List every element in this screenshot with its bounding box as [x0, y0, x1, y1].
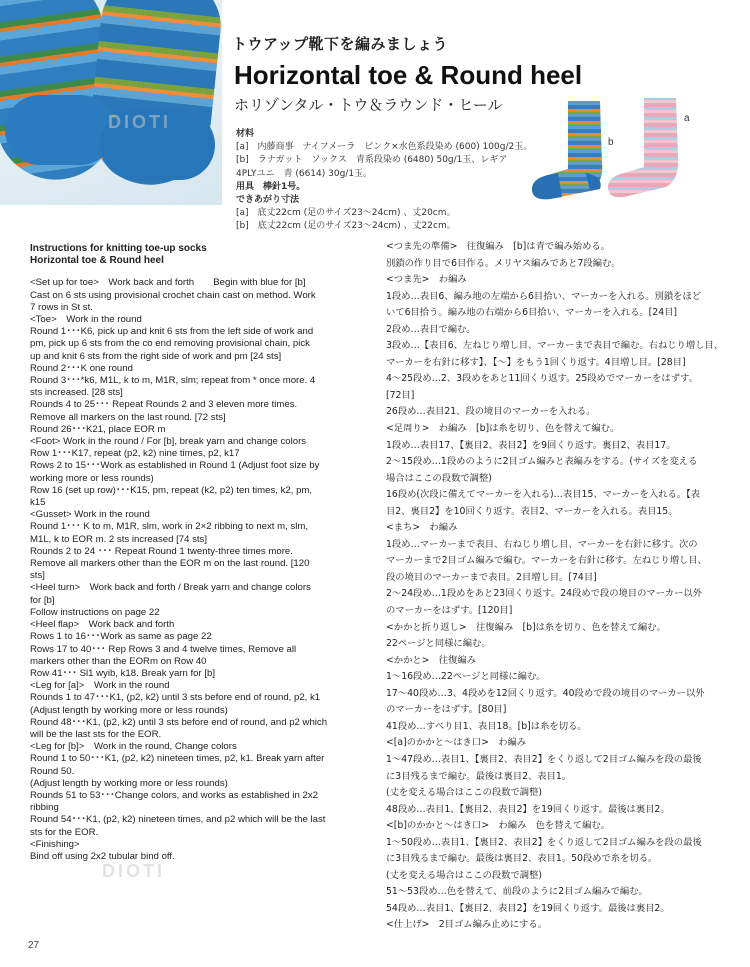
- instruction-line: M1L, k to EOR m. 2 sts increased [74 sts]: [30, 533, 208, 545]
- instruction-line: Rounds 2 to 24 ･･･ Repeat Round 1 twenty-three times more.: [30, 545, 293, 557]
- instruction-line-jp: 1〜47段め…表目1、【裏目2、表目2】をくり返して2目ゴム編みを段の最後: [386, 753, 702, 765]
- instruction-line: Rounds 1 to 47･･･K1, (p2, k2) until 3 sts before end of round, p2, k1: [30, 692, 321, 704]
- materials-heading: 材料: [236, 129, 255, 139]
- instruction-line-jp: [72目]: [386, 389, 415, 401]
- instruction-line: markers other than the EORm on Row 40: [30, 655, 207, 667]
- instruction-line: <Foot> Work in the round / For [b], break yarn and change colors: [30, 436, 307, 448]
- instruction-line: sts increased. [28 sts]: [30, 387, 123, 399]
- instruction-line-jp: <つま先> わ編み: [386, 274, 467, 286]
- instruction-line-jp: <つま先の準備> 往復編み [b]は青で編み始める。: [386, 241, 610, 252]
- materials-line: [b] ラナガット ソックス 青系段染め (6480) 50g/1玉、レギア: [236, 155, 508, 166]
- instruction-line-jp: (丈を変える場合はここの段数で調整): [386, 869, 543, 881]
- instruction-line: (Adjust length by working more or less rounds): [30, 704, 228, 716]
- instruction-line: Row 1･･･K17, repeat (p2, k2) nine times, p2, k17: [30, 448, 240, 460]
- instruction-line: Round 48･･･K1, (p2, k2) until 3 sts before end of round, and p2 which: [30, 716, 328, 728]
- instruction-line: Row 41･･･ Sl1 wyib, k18. Break yarn for [b]: [30, 667, 216, 679]
- instruction-line: pm, pick up 6 sts from the co end removing provisional chain, pick: [30, 338, 310, 350]
- instruction-line: Round 1 to 50･･･K1, (p2, k2) nineteen times, p2, k1. Break yarn after: [30, 753, 325, 765]
- instruction-line-jp: 場合はここの段数で調整): [386, 472, 492, 484]
- instruction-line-jp: 16段め(次段に備えてマーカーを入れる)…表目15、マーカーを入れる。【表: [386, 489, 701, 501]
- materials-line: 4PLYユニ 青 (6614) 30g/1玉。: [236, 168, 373, 179]
- instruction-line-jp: 26段め…表目21、段の境目のマーカーを入れる。: [386, 406, 596, 418]
- instruction-line-jp: <[b]のかかと〜はき口> わ編み 色を替えて編む。: [386, 820, 610, 832]
- size-heading: できあがり寸法: [236, 195, 300, 206]
- instruction-line-jp: <まち> わ編み: [386, 522, 458, 534]
- sock-label-a: a: [684, 113, 690, 124]
- instruction-line: working more or less rounds): [30, 472, 154, 484]
- instruction-line: up and knit 6 sts from the right side of work and pm [24 sts]: [30, 350, 282, 362]
- page-number: 27: [28, 940, 40, 951]
- instruction-line-jp: 1〜50段め…表目1、【裏目2、表目2】をくり返して2目ゴム編みを段の最後: [386, 836, 702, 848]
- instruction-line: Round 1･･･ K to m, M1R, slm, work in 2×2 ribbing to next m, slm,: [30, 521, 309, 533]
- instruction-line-jp: のマーカーをはずす。[120目]: [386, 605, 513, 617]
- instruction-line-jp: <かかと折り返し> 往復編み [b]は糸を切り、色を替えて編む。: [386, 621, 666, 633]
- sock-toe-left: [5, 95, 115, 165]
- instruction-line: Bind off using 2x2 tubular bind off.: [30, 850, 175, 862]
- instruction-line-jp: 48段め…表目1、【裏目2、表目2】を19回くり返す。最後は裏目2。: [386, 803, 670, 815]
- watermark-bottom: DIOTI: [102, 861, 165, 881]
- instruction-line: <Gusset> Work in the round: [30, 509, 150, 521]
- instruction-line-jp: <[a]のかかと〜はき口> わ編み: [386, 737, 527, 749]
- instruction-line: <Finishing>: [30, 838, 80, 850]
- instruction-line: Round 1･･･K6, pick up and knit 6 sts from the left side of work and: [30, 326, 314, 338]
- instruction-line: sts for the EOR.: [30, 826, 99, 838]
- instruction-line-jp: 51〜53段め…色を替えて、前段のように2目ゴム編みで編む。: [386, 886, 648, 898]
- instruction-line-jp: 別鎖の作り目で6目作る。メリヤス編みであと7段編む。: [386, 257, 621, 269]
- instruction-line: Rows 2 to 15･･･Work as established in Round 1 (Adjust foot size by: [30, 460, 320, 472]
- instruction-line-jp: <仕上げ> 2目ゴム編み止めにする。: [386, 919, 547, 931]
- instruction-line: <Leg for [a]> Work in the round: [30, 680, 170, 692]
- instruction-line-jp: 2段め…表目で編む。: [386, 323, 476, 335]
- instruction-line: sts]: [30, 570, 45, 582]
- instruction-line: Round 50.: [30, 765, 75, 777]
- instruction-line-jp: いて6目拾う。編み地の右端から6目拾い、マーカーを入れる。[24目]: [386, 307, 678, 319]
- size-line: [b] 底丈22cm (足のサイズ23〜24cm) 、丈22cm。: [236, 221, 456, 232]
- socks-illustration: [528, 93, 750, 213]
- instruction-line: k15: [30, 497, 46, 509]
- instructions-subtitle: Horizontal toe & Round heel: [30, 255, 164, 267]
- page-title: Horizontal toe & Round heel: [234, 60, 583, 90]
- instruction-line-jp: <足周り> わ編み [b]は糸を切り、色を替えて編む。: [386, 423, 620, 435]
- instruction-line-jp: のマーカーをはずす。[80目]: [386, 704, 507, 716]
- instruction-line-jp: 2〜24段め…1段めをあと23回くり返す。24段めで段の境目のマーカー以外: [386, 588, 702, 600]
- instruction-line-jp: 段の境目のマーカーまで表目。2目増し目。[74目]: [386, 571, 597, 583]
- instruction-line: Cast on 6 sts using provisional crochet chain cast on method. Work: [30, 289, 316, 301]
- size-line: [a] 底丈22cm (足のサイズ23〜24cm) 、丈20cm。: [236, 208, 456, 219]
- instruction-line-jp: 1段め…表目6、編み地の左端から6目拾い、マーカーを入れる。別鎖をほど: [386, 290, 702, 302]
- instruction-line: ribbing: [30, 802, 59, 814]
- instruction-line: Follow instructions on page 22: [30, 606, 160, 618]
- instruction-line-jp: 目2、裏目2】を10回くり返す。表目2、マーカーを入れる。表目15。: [386, 505, 678, 517]
- page-subtitle: トウアップ靴下を編みましょう: [232, 35, 448, 53]
- instruction-line-jp: 1段め…表目17、【裏目2、表目2】を9回くり返す。裏目2、表目17。: [386, 439, 676, 451]
- instruction-line: Row 16 (set up row)･･･K15, pm, repeat (k2, p2) ten times, k2, pm,: [30, 484, 313, 496]
- instructions-title: Instructions for knitting toe-up socks: [30, 243, 207, 254]
- instruction-line-jp: 1段め…マーカーまで表目、右ねじり増し目、マーカーを右針に移す。次の: [386, 538, 698, 550]
- sock-b: [532, 101, 602, 199]
- instruction-line: <Heel turn> Work back and forth / Break yarn and change colors: [30, 582, 311, 594]
- instruction-line-jp: 1〜16段め…22ページと同様に編む。: [386, 671, 546, 683]
- instruction-line: <Heel flap> Work back and forth: [30, 619, 175, 631]
- instruction-line: will be the last sts for the EOR.: [30, 728, 162, 740]
- instruction-line: <Toe> Work in the round: [30, 314, 142, 326]
- japanese-instructions: [386, 239, 726, 934]
- instruction-line-jp: <かかと> 往復編み: [386, 654, 476, 666]
- english-instructions: [30, 243, 375, 863]
- instruction-line: Rows 1 to 16･･･Work as same as page 22: [30, 631, 212, 643]
- hero-photo: [0, 0, 222, 205]
- instruction-line: Round 26･･･K21, place EOR m: [30, 423, 166, 435]
- page-title-jp: ホリゾンタル・トウ＆ラウンド・ヒール: [234, 96, 503, 114]
- watermark: DIOTI: [108, 112, 171, 132]
- instruction-line-jp: 54段め…表目1、【裏目2、表目2】を19回くり返す。最後は裏目2。: [386, 902, 670, 914]
- instruction-line: Round 2･･･K one round: [30, 362, 133, 374]
- materials-line: [a] 内藤商事 ナイフメーラ ピンク×水色系段染め (600) 100g/2玉。: [236, 142, 533, 153]
- instruction-line-jp: 2〜15段め…1段めのように2目ゴム編みと表編みをする。(サイズを変える: [386, 456, 698, 468]
- instruction-line-jp: 3段め…【表目6、左ねじり増し目、マーカーまで表目で編む。右ねじり増し目、: [386, 340, 724, 352]
- instruction-line: Round 54･･･K1, (p2, k2) nineteen times, and p2 which will be the last: [30, 814, 326, 826]
- instruction-line: <Set up for toe> Work back and forth Begin with blue for [b]: [30, 277, 306, 289]
- instruction-line: Remove all markers on the last round. [72 sts]: [30, 411, 226, 423]
- instruction-line: <Leg for [b]> Work in the round, Change colors: [30, 741, 237, 753]
- instruction-line: 7 rows in St st.: [30, 301, 93, 313]
- instruction-line-jp: マーカーまで2目ゴム編みで編む。マーカーを右針に移す。左ねじり増し目、: [386, 555, 707, 567]
- materials-block: [236, 128, 536, 234]
- instruction-line-jp: マーカーを右針に移す】、【〜】をもう1回くり返す。4目増し目。[28目]: [386, 356, 686, 368]
- sock-label-b: b: [608, 137, 614, 148]
- instruction-line: for [b]: [30, 594, 55, 606]
- instruction-line-jp: 22ページと同様に編む。: [386, 638, 491, 650]
- instruction-line: Rounds 4 to 25･･･ Repeat Rounds 2 and 3 eleven more times.: [30, 399, 298, 411]
- instruction-line: Remove all markers other than the EOR m on the last round. [120: [30, 558, 310, 570]
- socks-drawing: [528, 93, 750, 213]
- instruction-line-jp: に3目残るまで編む。最後は裏目2、表目1。: [386, 770, 572, 782]
- instruction-line-jp: に3目残るまで編む。最後は裏目2、表目1。50段めで糸を切る。: [386, 853, 658, 865]
- instruction-line-jp: 17〜40段め…3、4段めを12回くり返す。40段めで段の境目のマーカー以外: [386, 687, 705, 699]
- instruction-line-jp: (丈を変える場合はここの段数で調整): [386, 787, 543, 799]
- instruction-line: Rounds 51 to 53･･･Change colors, and works as established in 2x2: [30, 789, 318, 801]
- sock-a: [608, 98, 678, 197]
- instruction-line: Rows 17 to 40･･･ Rep Rows 3 and 4 twelve times, Remove all: [30, 643, 297, 655]
- instruction-line-jp: 41段め…すべり目1、表目18。[b]は糸を切る。: [386, 720, 587, 732]
- instruction-line: Round 3･･･*k6, M1L, k to m, M1R, slm; repeat from * once more. 4: [30, 375, 316, 387]
- instruction-line-jp: 4〜25段め…2、3段めをあと11回くり返す。25段めでマーカーをはずす。: [386, 373, 698, 385]
- tools-line: 用具 棒針1号。: [236, 181, 306, 192]
- instruction-line: (Adjust length by working more or less rounds): [30, 777, 228, 789]
